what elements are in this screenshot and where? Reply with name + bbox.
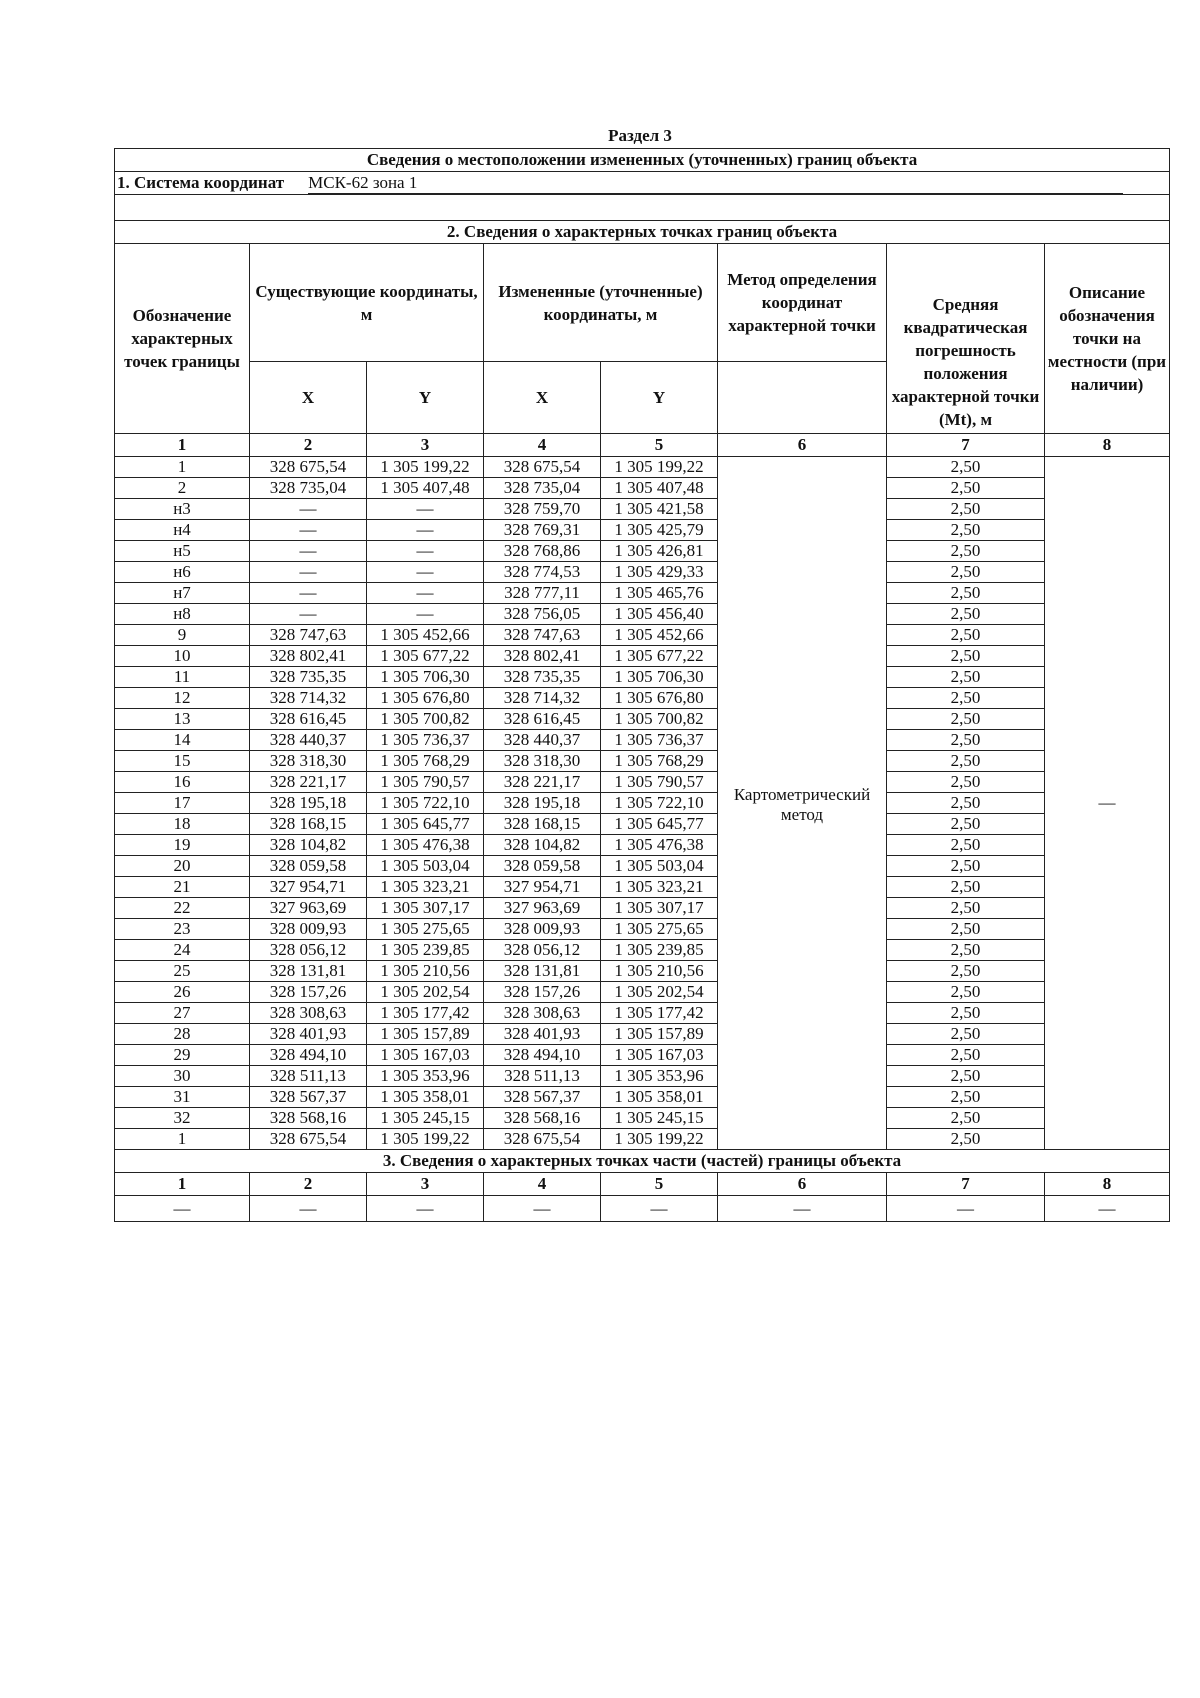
error-value: 2,50 [887, 877, 1045, 898]
point-number: 21 [115, 877, 250, 898]
error-value: 2,50 [887, 940, 1045, 961]
existing-y: 1 305 503,04 [367, 856, 484, 877]
changed-y: 1 305 239,85 [601, 940, 718, 961]
parts-value: — [1045, 1196, 1170, 1222]
changed-y: 1 305 425,79 [601, 520, 718, 541]
error-value: 2,50 [887, 583, 1045, 604]
table-row [115, 1045, 1170, 1066]
existing-x: 328 308,63 [250, 1003, 367, 1024]
point-number: 13 [115, 709, 250, 730]
existing-x: 328 059,58 [250, 856, 367, 877]
changed-x: 328 568,16 [484, 1108, 601, 1129]
existing-x: 328 714,32 [250, 688, 367, 709]
existing-x: — [250, 520, 367, 541]
changed-y: 1 305 452,66 [601, 625, 718, 646]
changed-x: 328 511,13 [484, 1066, 601, 1087]
existing-x: 328 747,63 [250, 625, 367, 646]
point-number: 27 [115, 1003, 250, 1024]
table-row [115, 814, 1170, 835]
changed-y: 1 305 210,56 [601, 961, 718, 982]
existing-x: 328 056,12 [250, 940, 367, 961]
table-row [115, 562, 1170, 583]
table-row [115, 478, 1170, 499]
parts-value: — [887, 1196, 1045, 1222]
column-number: 7 [887, 434, 1045, 457]
table-row [115, 1066, 1170, 1087]
changed-x: 328 675,54 [484, 1129, 601, 1150]
column-number: 4 [484, 434, 601, 457]
existing-y: 1 305 676,80 [367, 688, 484, 709]
parts-column-number: 3 [367, 1173, 484, 1196]
point-number: н6 [115, 562, 250, 583]
existing-x: 328 009,93 [250, 919, 367, 940]
changed-x: 328 009,93 [484, 919, 601, 940]
changed-x: 328 774,53 [484, 562, 601, 583]
error-value: 2,50 [887, 667, 1045, 688]
points-title: 2. Сведения о характерных точках границ объекта [115, 221, 1170, 244]
parts-column-number: 5 [601, 1173, 718, 1196]
column-number: 2 [250, 434, 367, 457]
table-row [115, 877, 1170, 898]
existing-y: 1 305 452,66 [367, 625, 484, 646]
table-row [115, 667, 1170, 688]
changed-x: 327 954,71 [484, 877, 601, 898]
table-row [115, 898, 1170, 919]
boundary-table [114, 148, 1170, 1222]
point-number: 15 [115, 751, 250, 772]
point-number: 26 [115, 982, 250, 1003]
error-value: 2,50 [887, 1003, 1045, 1024]
parts-value-row [115, 1196, 1170, 1222]
changed-x: 328 777,11 [484, 583, 601, 604]
changed-x: 328 735,04 [484, 478, 601, 499]
parts-column-number: 1 [115, 1173, 250, 1196]
existing-y: — [367, 562, 484, 583]
table-row [115, 583, 1170, 604]
changed-x: 328 735,35 [484, 667, 601, 688]
existing-y: 1 305 407,48 [367, 478, 484, 499]
point-number: 1 [115, 457, 250, 478]
existing-x: 328 104,82 [250, 835, 367, 856]
existing-x: 328 567,37 [250, 1087, 367, 1108]
parts-number-row [115, 1173, 1170, 1196]
changed-y: 1 305 307,17 [601, 898, 718, 919]
changed-y: 1 305 199,22 [601, 1129, 718, 1150]
col-designation-header: Обозначение характерных точек границы [115, 244, 250, 434]
existing-x: — [250, 499, 367, 520]
point-number: 12 [115, 688, 250, 709]
existing-y: — [367, 541, 484, 562]
col-method-header: Метод определения координат характерной точки [718, 244, 887, 362]
existing-x: 328 401,93 [250, 1024, 367, 1045]
point-number: 11 [115, 667, 250, 688]
existing-y: 1 305 790,57 [367, 772, 484, 793]
error-value: 2,50 [887, 856, 1045, 877]
existing-x: — [250, 541, 367, 562]
table-row [115, 772, 1170, 793]
existing-y: 1 305 700,82 [367, 709, 484, 730]
existing-y: 1 305 245,15 [367, 1108, 484, 1129]
error-value: 2,50 [887, 541, 1045, 562]
changed-y: 1 305 645,77 [601, 814, 718, 835]
error-value: 2,50 [887, 814, 1045, 835]
existing-y: — [367, 604, 484, 625]
table-row [115, 730, 1170, 751]
existing-y: 1 305 677,22 [367, 646, 484, 667]
error-value: 2,50 [887, 793, 1045, 814]
existing-x: 328 675,54 [250, 1129, 367, 1150]
changed-y: 1 305 177,42 [601, 1003, 718, 1024]
error-value: 2,50 [887, 1129, 1045, 1150]
existing-y: 1 305 353,96 [367, 1066, 484, 1087]
existing-y: 1 305 307,17 [367, 898, 484, 919]
existing-y: 1 305 736,37 [367, 730, 484, 751]
col-description-header: Описание обозначения точки на местности (при наличии) [1045, 244, 1170, 434]
table-row [115, 604, 1170, 625]
changed-y: 1 305 429,33 [601, 562, 718, 583]
existing-x: — [250, 604, 367, 625]
parts-title: 3. Сведения о характерных точках части (частей) границы объекта [115, 1150, 1170, 1173]
existing-x: 328 494,10 [250, 1045, 367, 1066]
error-value: 2,50 [887, 751, 1045, 772]
point-number: н4 [115, 520, 250, 541]
existing-x: 328 568,16 [250, 1108, 367, 1129]
point-number: 19 [115, 835, 250, 856]
existing-y: 1 305 157,89 [367, 1024, 484, 1045]
point-number: 25 [115, 961, 250, 982]
changed-y: 1 305 736,37 [601, 730, 718, 751]
error-value: 2,50 [887, 562, 1045, 583]
existing-x: 328 318,30 [250, 751, 367, 772]
changed-x: 328 059,58 [484, 856, 601, 877]
point-number: 1 [115, 1129, 250, 1150]
table-row [115, 961, 1170, 982]
point-number: 24 [115, 940, 250, 961]
changed-x: 328 440,37 [484, 730, 601, 751]
existing-y: — [367, 583, 484, 604]
table-row [115, 541, 1170, 562]
point-number: 31 [115, 1087, 250, 1108]
point-number: 18 [115, 814, 250, 835]
table-row [115, 1108, 1170, 1129]
point-number: 17 [115, 793, 250, 814]
changed-x: 328 494,10 [484, 1045, 601, 1066]
parts-value: — [115, 1196, 250, 1222]
error-value: 2,50 [887, 982, 1045, 1003]
table-row [115, 1003, 1170, 1024]
description-value: — [1045, 457, 1170, 1150]
existing-x: 328 168,15 [250, 814, 367, 835]
error-value: 2,50 [887, 646, 1045, 667]
col-changed-x-header: X [484, 362, 601, 434]
error-value: 2,50 [887, 898, 1045, 919]
changed-y: 1 305 456,40 [601, 604, 718, 625]
changed-y: 1 305 199,22 [601, 457, 718, 478]
col-method-subcell [718, 362, 887, 434]
point-number: 16 [115, 772, 250, 793]
existing-y: 1 305 706,30 [367, 667, 484, 688]
parts-value: — [250, 1196, 367, 1222]
parts-value: — [601, 1196, 718, 1222]
changed-y: 1 305 167,03 [601, 1045, 718, 1066]
existing-x: — [250, 583, 367, 604]
point-number: 23 [115, 919, 250, 940]
changed-x: 328 168,15 [484, 814, 601, 835]
table-row [115, 520, 1170, 541]
table-row [115, 1024, 1170, 1045]
col-existing-x-header: X [250, 362, 367, 434]
error-value: 2,50 [887, 499, 1045, 520]
table-row [115, 856, 1170, 877]
changed-y: 1 305 476,38 [601, 835, 718, 856]
existing-y: 1 305 202,54 [367, 982, 484, 1003]
table-row [115, 499, 1170, 520]
existing-y: 1 305 167,03 [367, 1045, 484, 1066]
existing-x: — [250, 562, 367, 583]
point-number: 2 [115, 478, 250, 499]
coord-system-row [115, 172, 1170, 195]
parts-value: — [718, 1196, 887, 1222]
coord-system-value: МСК-62 зона 1 [308, 173, 1123, 194]
changed-y: 1 305 275,65 [601, 919, 718, 940]
changed-x: 328 675,54 [484, 457, 601, 478]
changed-y: 1 305 245,15 [601, 1108, 718, 1129]
table-row [115, 982, 1170, 1003]
parts-column-number: 6 [718, 1173, 887, 1196]
table-row [115, 919, 1170, 940]
col-changed-header: Измененные (уточненные) координаты, м [484, 244, 718, 362]
changed-y: 1 305 202,54 [601, 982, 718, 1003]
table-row [115, 1129, 1170, 1150]
changed-x: 328 567,37 [484, 1087, 601, 1108]
coord-system-label: 1. Система координат [117, 172, 285, 192]
existing-y: 1 305 768,29 [367, 751, 484, 772]
col-existing-header: Существующие координаты, м [250, 244, 484, 362]
point-number: н7 [115, 583, 250, 604]
parts-column-number: 4 [484, 1173, 601, 1196]
error-value: 2,50 [887, 457, 1045, 478]
table-row [115, 793, 1170, 814]
error-value: 2,50 [887, 1066, 1045, 1087]
error-value: 2,50 [887, 772, 1045, 793]
point-number: 14 [115, 730, 250, 751]
table-row [115, 940, 1170, 961]
column-number: 3 [367, 434, 484, 457]
existing-y: — [367, 499, 484, 520]
error-value: 2,50 [887, 604, 1045, 625]
parts-value: — [484, 1196, 601, 1222]
changed-y: 1 305 700,82 [601, 709, 718, 730]
existing-x: 328 675,54 [250, 457, 367, 478]
changed-x: 328 131,81 [484, 961, 601, 982]
existing-y: 1 305 323,21 [367, 877, 484, 898]
existing-x: 327 963,69 [250, 898, 367, 919]
error-value: 2,50 [887, 961, 1045, 982]
existing-y: 1 305 199,22 [367, 1129, 484, 1150]
existing-y: 1 305 239,85 [367, 940, 484, 961]
table-row [115, 457, 1170, 478]
changed-x: 328 756,05 [484, 604, 601, 625]
changed-y: 1 305 706,30 [601, 667, 718, 688]
point-number: 10 [115, 646, 250, 667]
table-row [115, 1087, 1170, 1108]
parts-column-number: 8 [1045, 1173, 1170, 1196]
existing-y: — [367, 520, 484, 541]
changed-y: 1 305 465,76 [601, 583, 718, 604]
blank-row [115, 195, 1170, 221]
table-row [115, 646, 1170, 667]
error-value: 2,50 [887, 1024, 1045, 1045]
changed-x: 328 769,31 [484, 520, 601, 541]
changed-x: 328 104,82 [484, 835, 601, 856]
column-number-row [115, 434, 1170, 457]
error-value: 2,50 [887, 520, 1045, 541]
point-number: 22 [115, 898, 250, 919]
changed-x: 328 308,63 [484, 1003, 601, 1024]
changed-y: 1 305 157,89 [601, 1024, 718, 1045]
column-number: 8 [1045, 434, 1170, 457]
parts-column-number: 7 [887, 1173, 1045, 1196]
point-number: н5 [115, 541, 250, 562]
existing-y: 1 305 722,10 [367, 793, 484, 814]
error-value: 2,50 [887, 625, 1045, 646]
existing-x: 328 511,13 [250, 1066, 367, 1087]
error-value: 2,50 [887, 709, 1045, 730]
changed-x: 328 714,32 [484, 688, 601, 709]
column-number: 6 [718, 434, 887, 457]
table-row [115, 751, 1170, 772]
point-number: 20 [115, 856, 250, 877]
changed-x: 328 157,26 [484, 982, 601, 1003]
point-number: 28 [115, 1024, 250, 1045]
col-changed-y-header: Y [601, 362, 718, 434]
parts-column-number: 2 [250, 1173, 367, 1196]
existing-x: 328 616,45 [250, 709, 367, 730]
existing-y: 1 305 275,65 [367, 919, 484, 940]
changed-x: 328 802,41 [484, 646, 601, 667]
changed-x: 328 747,63 [484, 625, 601, 646]
existing-x: 328 157,26 [250, 982, 367, 1003]
changed-x: 328 401,93 [484, 1024, 601, 1045]
table-row [115, 688, 1170, 709]
existing-y: 1 305 645,77 [367, 814, 484, 835]
error-value: 2,50 [887, 478, 1045, 499]
error-value: 2,50 [887, 730, 1045, 751]
existing-y: 1 305 199,22 [367, 457, 484, 478]
existing-y: 1 305 177,42 [367, 1003, 484, 1024]
existing-y: 1 305 358,01 [367, 1087, 484, 1108]
changed-y: 1 305 503,04 [601, 856, 718, 877]
column-number: 5 [601, 434, 718, 457]
changed-y: 1 305 407,48 [601, 478, 718, 499]
existing-x: 328 440,37 [250, 730, 367, 751]
changed-y: 1 305 768,29 [601, 751, 718, 772]
changed-y: 1 305 358,01 [601, 1087, 718, 1108]
changed-y: 1 305 722,10 [601, 793, 718, 814]
col-error-header: Средняя квадратическая погрешность положения характерной точки (Mt), м [887, 244, 1045, 434]
existing-x: 328 221,17 [250, 772, 367, 793]
error-value: 2,50 [887, 835, 1045, 856]
existing-x: 328 735,35 [250, 667, 367, 688]
existing-y: 1 305 210,56 [367, 961, 484, 982]
parts-value: — [367, 1196, 484, 1222]
existing-x: 328 735,04 [250, 478, 367, 499]
existing-x: 328 195,18 [250, 793, 367, 814]
changed-y: 1 305 426,81 [601, 541, 718, 562]
error-value: 2,50 [887, 1087, 1045, 1108]
changed-y: 1 305 323,21 [601, 877, 718, 898]
existing-y: 1 305 476,38 [367, 835, 484, 856]
changed-x: 328 056,12 [484, 940, 601, 961]
table-row [115, 625, 1170, 646]
method-value: Картометрический метод [718, 457, 887, 1150]
column-number: 1 [115, 434, 250, 457]
section-title: Раздел 3 [608, 126, 672, 145]
changed-x: 328 616,45 [484, 709, 601, 730]
error-value: 2,50 [887, 919, 1045, 940]
point-number: 30 [115, 1066, 250, 1087]
changed-x: 328 195,18 [484, 793, 601, 814]
changed-y: 1 305 676,80 [601, 688, 718, 709]
changed-y: 1 305 677,22 [601, 646, 718, 667]
changed-x: 328 318,30 [484, 751, 601, 772]
point-number: 29 [115, 1045, 250, 1066]
changed-x: 328 768,86 [484, 541, 601, 562]
changed-y: 1 305 421,58 [601, 499, 718, 520]
table-row [115, 835, 1170, 856]
main-title: Сведения о местоположении измененных (уточненных) границ объекта [115, 149, 1170, 172]
point-number: 32 [115, 1108, 250, 1129]
point-number: н8 [115, 604, 250, 625]
col-existing-y-header: Y [367, 362, 484, 434]
changed-x: 328 221,17 [484, 772, 601, 793]
point-number: н3 [115, 499, 250, 520]
error-value: 2,50 [887, 688, 1045, 709]
table-row [115, 709, 1170, 730]
existing-x: 328 131,81 [250, 961, 367, 982]
changed-y: 1 305 353,96 [601, 1066, 718, 1087]
point-number: 9 [115, 625, 250, 646]
error-value: 2,50 [887, 1108, 1045, 1129]
error-value: 2,50 [887, 1045, 1045, 1066]
changed-x: 328 759,70 [484, 499, 601, 520]
existing-x: 327 954,71 [250, 877, 367, 898]
existing-x: 328 802,41 [250, 646, 367, 667]
changed-y: 1 305 790,57 [601, 772, 718, 793]
changed-x: 327 963,69 [484, 898, 601, 919]
